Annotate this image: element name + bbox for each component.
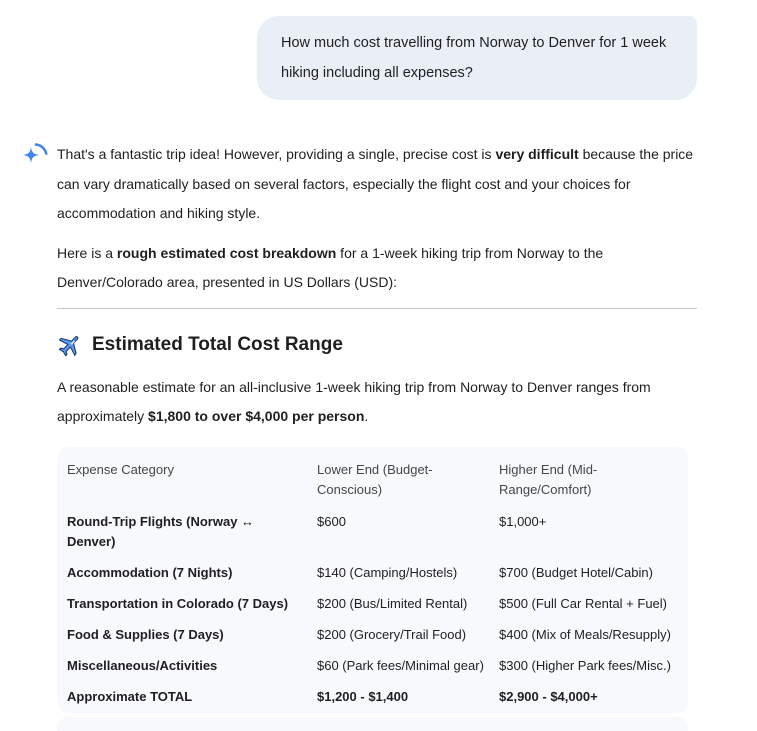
table-row	[57, 589, 688, 620]
lower-cost-cell: $140 (Camping/Hostels)	[317, 565, 458, 580]
lower-cost-cell: $200 (Bus/Limited Rental)	[317, 596, 468, 611]
higher-cost-cell: $1,000+	[499, 514, 547, 529]
text-run: Here is a	[57, 244, 117, 261]
bold-text-run: $1,800 to over $4,000 per person	[148, 408, 365, 424]
expense-category-cell: Food & Supplies (7 Days)	[67, 627, 224, 642]
column-header: Expense Category	[67, 461, 174, 477]
column-header: Lower End (Budget-Conscious)	[317, 461, 433, 497]
gemini-sparkle-icon	[20, 140, 54, 731]
expense-category-cell: Approximate TOTAL	[67, 689, 193, 704]
text-run: .	[364, 408, 369, 424]
expense-category-cell: Transportation in Colorado (7 Days)	[67, 596, 289, 611]
table-header-row	[57, 447, 688, 507]
text-run: because the price can vary dramatically based on several factors, especially the flight cost and your choices for accommodation and hiking style.	[57, 146, 694, 221]
column-header: Higher End (Mid-Range/Comfort)	[499, 461, 598, 497]
expense-category-cell: Round-Trip Flights (Norway ↔ Denver)	[67, 514, 255, 549]
text-run: for a 1-week hiking trip from Norway to the Denver/Colorado area, presented in US Dollars (USD):	[57, 244, 604, 290]
text-run: A reasonable estimate for an all-inclusive 1-week hiking trip from Norway to Denver ranges from approximately	[57, 378, 651, 424]
table-row	[57, 651, 688, 682]
assistant-message-content	[57, 140, 697, 731]
user-message-bubble	[257, 16, 697, 100]
table-row	[57, 507, 688, 558]
table-row	[57, 620, 688, 651]
user-message-text: How much cost travelling from Norway to Denver for 1 week hiking including all expenses?	[281, 35, 667, 81]
table-row	[57, 558, 688, 589]
higher-cost-cell: $300 (Higher Park fees/Misc.)	[499, 658, 671, 673]
lower-cost-cell: $600	[317, 514, 346, 529]
bold-text-run: rough estimated cost breakdown	[116, 244, 337, 261]
higher-cost-cell: $2,900 - $4,000+	[499, 689, 598, 704]
table-row	[57, 682, 688, 713]
section-heading-text: Estimated Total Cost Range	[92, 333, 343, 355]
section-intro	[57, 373, 697, 432]
section-heading	[57, 332, 697, 358]
bold-text-run: very difficult	[495, 146, 579, 162]
lower-cost-cell: $1,200 - $1,400	[317, 689, 409, 704]
assistant-paragraph-2	[57, 239, 697, 298]
airplane-emoji-icon	[57, 332, 83, 358]
next-section-cutoff	[57, 717, 688, 731]
section-divider	[57, 308, 697, 309]
lower-cost-cell: $60 (Park fees/Minimal gear)	[317, 658, 484, 673]
expense-category-cell: Accommodation (7 Nights)	[67, 565, 233, 580]
assistant-message-row	[0, 140, 757, 731]
user-message-row	[0, 16, 757, 100]
higher-cost-cell: $500 (Full Car Rental + Fuel)	[499, 596, 667, 611]
lower-cost-cell: $200 (Grocery/Trail Food)	[317, 627, 467, 642]
assistant-paragraph-1	[57, 140, 697, 229]
cost-table	[57, 447, 688, 713]
higher-cost-cell: $700 (Budget Hotel/Cabin)	[499, 565, 653, 580]
expense-category-cell: Miscellaneous/Activities	[67, 658, 218, 673]
text-run: That's a fantastic trip idea! However, providing a single, precise cost is	[57, 146, 496, 162]
higher-cost-cell: $400 (Mix of Meals/Resupply)	[499, 627, 671, 642]
